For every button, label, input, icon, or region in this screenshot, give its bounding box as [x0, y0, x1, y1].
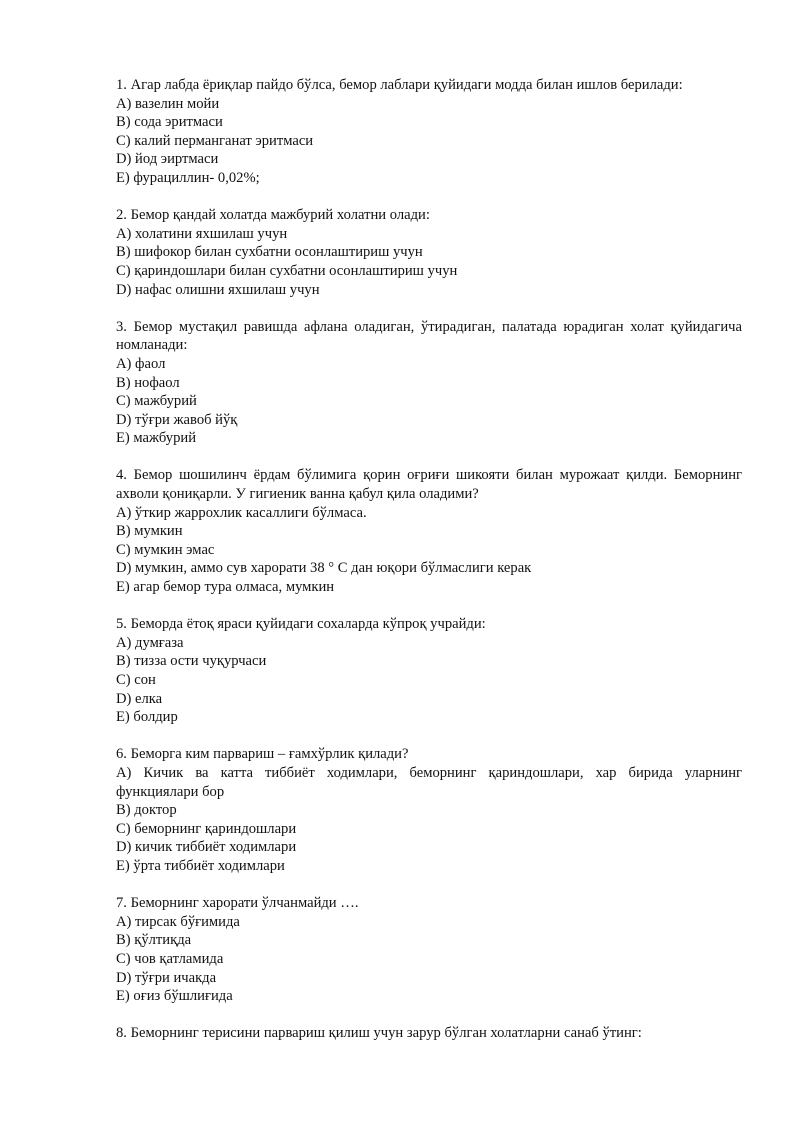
question-1 [116, 76, 742, 188]
question-2 [116, 206, 742, 299]
answer-option: B) сода эритмаси [116, 114, 223, 131]
answer-option: D) тўғри ичакда [116, 969, 217, 986]
document-page [116, 76, 742, 1061]
question-3 [116, 318, 742, 448]
answer-option: A) фаол [116, 355, 166, 372]
answer-option: A) вазелин мойи [116, 95, 220, 112]
question-8 [116, 1024, 742, 1043]
answer-option: D) мумкин, аммо сув харорати 38 ° С дан юқори бўлмаслиги керак [116, 560, 532, 577]
answer-option: C) мажбурий [116, 393, 197, 410]
answer-option: D) кичик тиббиёт ходимлари [116, 839, 297, 856]
answer-option: C) калий перманганат эритмаси [116, 132, 314, 149]
answer-option: D) нафас олишни яхшилаш учун [116, 281, 320, 298]
answer-option: C) мумкин эмас [116, 541, 215, 558]
question-text: 3. Бемор мустақил равишда афлана оладиган, ўтирадиган, палатада юрадиган холат қуйидагича номланади: [116, 318, 742, 354]
answer-option: C) беморнинг қариндошлари [116, 820, 297, 837]
answer-option: E) ўрта тиббиёт ходимлари [116, 857, 285, 874]
answer-option: D) тўғри жавоб йўқ [116, 411, 238, 428]
answer-option: A) холатини яхшилаш учун [116, 225, 288, 242]
answer-option: E) фурациллин- 0,02%; [116, 169, 260, 186]
answer-option: A) Кичик ва катта тиббиёт ходимлари, беморнинг қариндошлари, хар бирида уларнинг функциялари бор [116, 764, 742, 800]
question-text: 8. Беморнинг терисини парвариш қилиш учун зарур бўлган холатларни санаб ўтинг: [116, 1025, 642, 1042]
question-text: 4. Бемор шошилинч ёрдам бўлимига қорин оғриғи шикояти билан мурожаат қилди. Беморнинг ахволи қониқарли. У гигиеник ванна қабул қила оладими? [116, 467, 742, 503]
question-5 [116, 615, 742, 727]
question-text: 1. Агар лабда ёриқлар пайдо бўлса, бемор лаблари қуйидаги модда билан ишлов берилади: [116, 77, 683, 93]
answer-option: A) тирсак бўғимида [116, 913, 240, 930]
answer-option: B) шифокор билан сухбатни осонлаштириш учун [116, 244, 423, 261]
answer-option: B) доктор [116, 802, 177, 819]
question-6 [116, 745, 742, 875]
answer-option: E) болдир [116, 709, 178, 726]
answer-option: B) мумкин [116, 523, 183, 540]
answer-option: E) агар бемор тура олмаса, мумкин [116, 579, 335, 596]
answer-option: E) мажбурий [116, 430, 197, 447]
question-text: 5. Беморда ётоқ яраси қуйидаги сохаларда кўпроқ учрайди: [116, 616, 486, 633]
answer-option: C) қариндошлари билан сухбатни осонлаштириш учун [116, 262, 458, 279]
question-text: 2. Бемор қандай холатда мажбурий холатни олади: [116, 207, 430, 224]
answer-option: D) йод эиртмаси [116, 151, 219, 168]
answer-option: D) елка [116, 690, 163, 707]
answer-option: A) думғаза [116, 634, 184, 651]
question-4 [116, 466, 742, 596]
question-7 [116, 894, 742, 1006]
answer-option: A) ўткир жаррохлик касаллиги бўлмаса. [116, 504, 367, 521]
answer-option: B) тизза ости чуқурчаси [116, 653, 267, 670]
answer-option: B) нофаол [116, 374, 180, 391]
answer-option: E) оғиз бўшлиғида [116, 988, 233, 1005]
answer-option: C) сон [116, 672, 156, 688]
question-text: 6. Беморга ким парвариш – ғамхўрлик қилади? [116, 746, 409, 763]
answer-option: C) чов қатламида [116, 950, 224, 967]
question-text: 7. Беморнинг харорати ўлчанмайди …. [116, 895, 359, 912]
answer-option: B) қўлтиқда [116, 932, 192, 949]
